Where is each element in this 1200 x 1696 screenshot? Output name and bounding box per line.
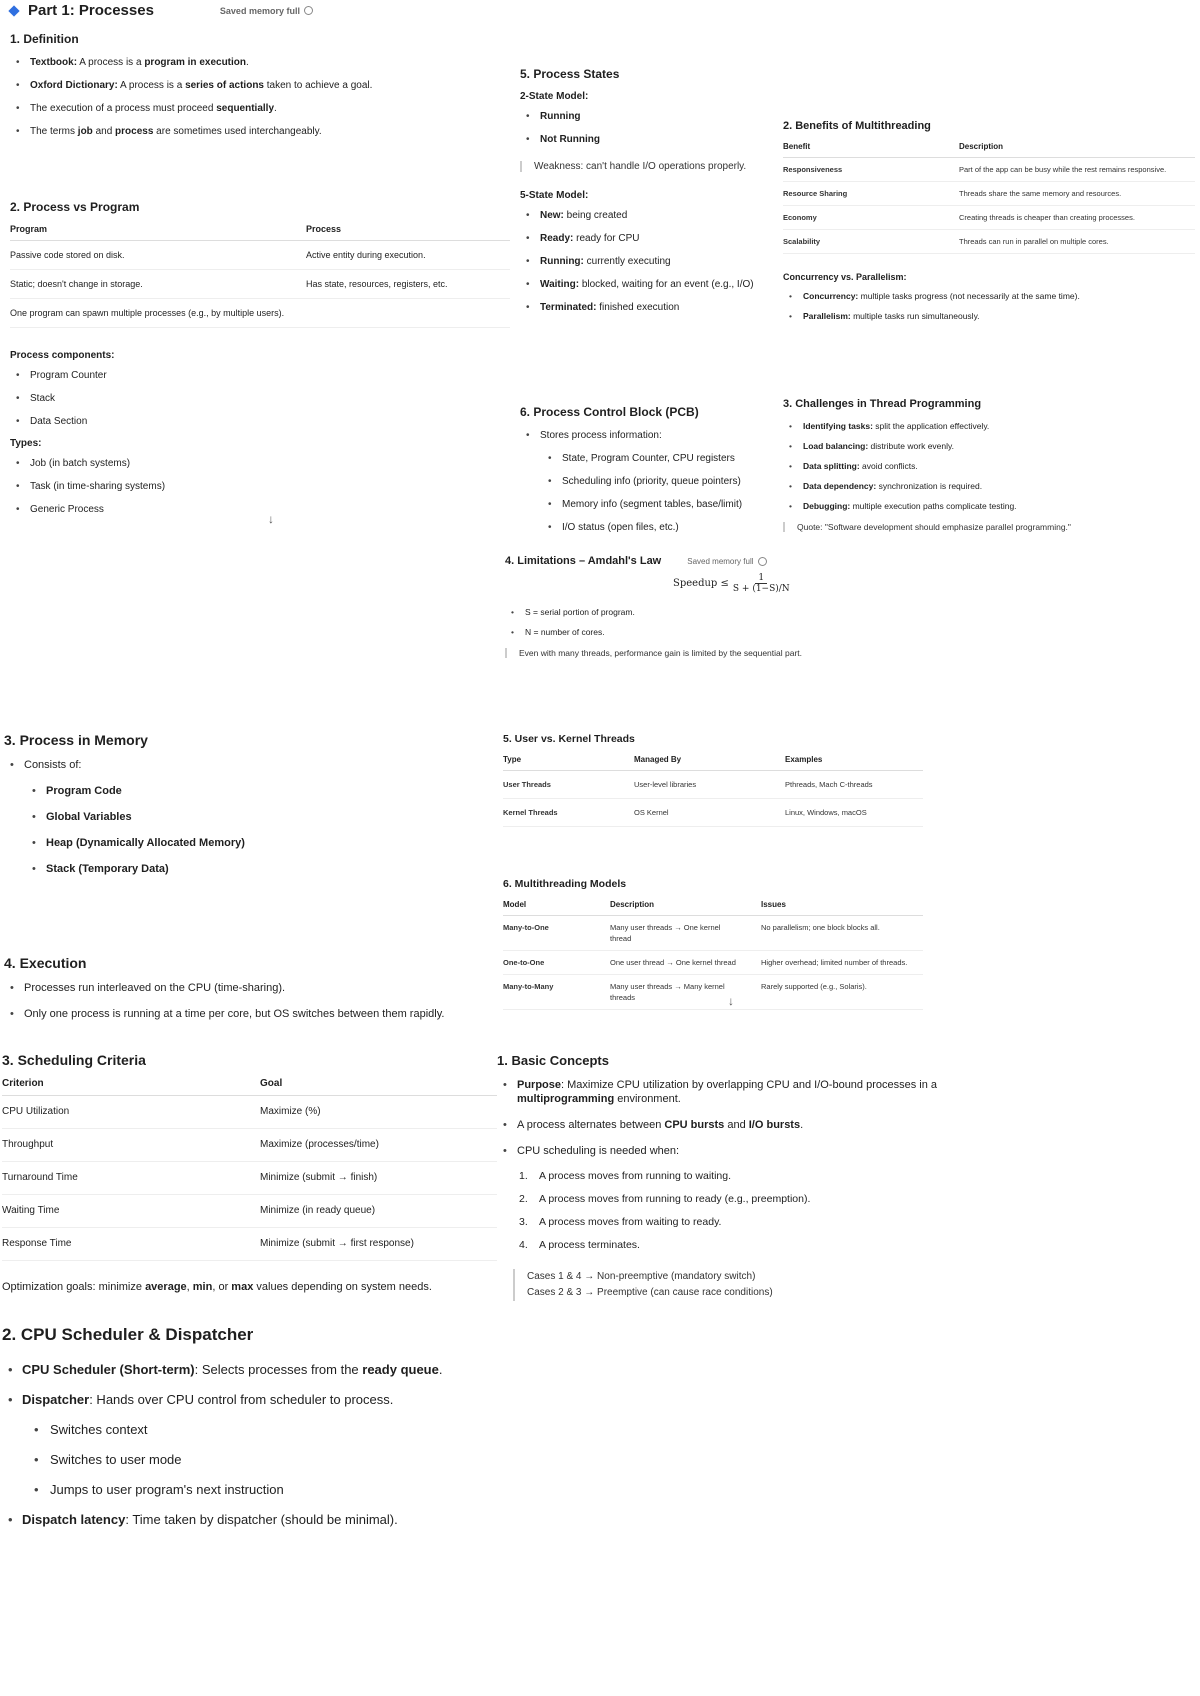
table-header: Benefit — [783, 142, 959, 158]
table-row: One-to-One One user thread → One kernel thread Higher overhead; limited number of threads. — [503, 951, 923, 975]
formula-fraction: $\frac{1}{S + (1-S)/N}$ — [732, 573, 790, 594]
pcb-title: 6. Process Control Block (PCB) — [520, 405, 699, 419]
dispatcher-title: 2. CPU Scheduler & Dispatcher — [2, 1325, 254, 1344]
list-item: • Switches to user mode — [2, 1451, 602, 1468]
list-item: • Load balancing: distribute work evenly. — [783, 440, 1195, 452]
list-item: • Processes run interleaved on the CPU (time-sharing). — [4, 981, 504, 995]
list-item: • Identifying tasks: split the application effectively. — [783, 420, 1195, 432]
basic-concepts-section — [497, 1053, 967, 1301]
list-item: 4. A process terminates. — [519, 1239, 640, 1251]
table-row: Responsiveness Part of the app can be busy while the rest remains responsive. — [783, 158, 1195, 182]
table-header: Description — [610, 900, 761, 916]
benefits-title: 2. Benefits of Multithreading — [783, 120, 931, 132]
amdahl-section — [505, 555, 845, 658]
sched-note: Optimization goals: minimize average, min, or max values depending on system needs. — [2, 1281, 432, 1293]
table-cell: Has state, resources, registers, etc. — [306, 270, 510, 299]
definition-title: 1. Definition — [10, 32, 79, 46]
scroll-down-icon[interactable]: ↓ — [268, 512, 274, 526]
process-memory-section — [4, 732, 484, 888]
table-header: Process — [306, 224, 510, 241]
list-item: • Generic Process — [10, 503, 510, 517]
challenges-title: 3. Challenges in Thread Programming — [783, 398, 982, 410]
definition-section — [10, 32, 480, 148]
list-item: 1. A process moves from running to waiting. — [519, 1170, 732, 1182]
list-item: • Debugging: multiple execution paths complicate testing. — [783, 500, 1195, 512]
list-item: • Jumps to user program's next instruction — [2, 1481, 602, 1498]
formula-lhs: Speedup ≤ — [673, 578, 729, 589]
table-row — [10, 270, 510, 299]
table-header: Description — [959, 142, 1195, 158]
table-cell: Passive code stored on disk. — [10, 241, 306, 270]
states-title: 5. Process States — [520, 67, 620, 81]
table-row: Economy Creating threads is cheaper than creating processes. — [783, 206, 1195, 230]
table-row — [10, 241, 510, 270]
cases-note-2: Cases 2 & 3 → Preemptive (can cause race conditions) — [527, 1287, 773, 1298]
sched-table — [2, 1078, 497, 1261]
list-item: • Textbook: A process is a program in execution. — [10, 56, 480, 70]
table-header: Type — [503, 755, 634, 771]
table-row: Resource Sharing Threads share the same memory and resources. — [783, 182, 1195, 206]
table-header: Model — [503, 900, 610, 916]
table-row: Turnaround Time Minimize (submit → finish) — [2, 1162, 497, 1195]
table-cell — [306, 299, 510, 328]
table-row: Scalability Threads can run in parallel on multiple cores. — [783, 230, 1195, 254]
cases-note-1: Cases 1 & 4 → Non-preemptive (mandatory switch) — [527, 1271, 756, 1282]
info-icon[interactable] — [758, 557, 767, 566]
basic-title: 1. Basic Concepts — [497, 1053, 609, 1068]
list-item: • Job (in batch systems) — [10, 457, 510, 471]
table-row: Many-to-One Many user threads → One kernel thread No parallelism; one block blocks all. — [503, 916, 923, 951]
list-item: • Waiting: blocked, waiting for an event (e.g., I/O) — [520, 278, 780, 292]
ukt-table — [503, 755, 923, 827]
cvp-title: Concurrency vs. Parallelism: — [783, 272, 907, 282]
table-row — [10, 299, 510, 328]
list-item: • Stores process information: — [520, 429, 780, 443]
pvp-table — [10, 224, 510, 328]
cases-note — [513, 1269, 967, 1301]
list-item: • Stack — [10, 392, 510, 406]
list-item: • Task (in time-sharing systems) — [10, 480, 510, 494]
page-title: Part 1: Processes — [28, 2, 154, 19]
amdahl-formula — [673, 573, 845, 594]
process-vs-program-section — [10, 200, 510, 526]
execution-section — [4, 955, 504, 1033]
multithreading-models-section — [503, 878, 923, 1010]
list-item: • Running — [520, 110, 780, 124]
diamond-icon — [8, 5, 19, 16]
table-row: Many-to-Many Many user threads → Many kernel threads Rarely supported (e.g., Solaris). — [503, 975, 923, 1010]
table-header: Issues — [761, 900, 923, 916]
list-item: • Oxford Dictionary: A process is a series of actions taken to achieve a goal. — [10, 79, 480, 93]
dispatcher-section — [2, 1325, 602, 1541]
memory-title: 3. Process in Memory — [4, 732, 148, 748]
table-cell: Static; doesn't change in storage. — [10, 270, 306, 299]
page-header — [8, 2, 428, 19]
list-item: • Data dependency: synchronization is required. — [783, 480, 1195, 492]
list-item: • New: being created — [520, 209, 780, 223]
table-cell: One program can spawn multiple processes (e.g., by multiple users). — [10, 299, 306, 328]
amdahl-note: Even with many threads, performance gain is limited by the sequential part. — [505, 648, 845, 658]
table-row: CPU Utilization Maximize (%) — [2, 1096, 497, 1129]
mtm-title: 6. Multithreading Models — [503, 878, 627, 890]
memory-badge-text: Saved memory full — [687, 556, 754, 566]
table-cell: Active entity during execution. — [306, 241, 510, 270]
list-item: • Not Running — [520, 133, 780, 147]
table-row: Kernel Threads OS Kernel Linux, Windows, macOS — [503, 799, 923, 827]
list-item: • Purpose: Maximize CPU utilization by overlapping CPU and I/O-bound processes in a multiprogramming environment. — [497, 1078, 967, 1106]
execution-title: 4. Execution — [4, 955, 87, 971]
list-item: • Terminated: finished execution — [520, 301, 780, 315]
list-item: • Memory info (segment tables, base/limit) — [520, 498, 780, 512]
scroll-down-icon[interactable]: ↓ — [728, 994, 734, 1008]
benefits-table — [783, 142, 1195, 254]
list-item: • Dispatch latency: Time taken by dispatcher (should be minimal). — [2, 1511, 602, 1528]
memory-badge — [220, 6, 313, 16]
table-row: Waiting Time Minimize (in ready queue) — [2, 1195, 497, 1228]
sched-title: 3. Scheduling Criteria — [2, 1052, 146, 1068]
list-item: • Consists of: — [4, 758, 484, 772]
five-state-title: 5-State Model: — [520, 190, 589, 201]
list-item: • State, Program Counter, CPU registers — [520, 452, 780, 466]
challenges-quote: Quote: "Software development should emphasize parallel programming." — [783, 522, 1195, 532]
list-item: • The execution of a process must proceed sequentially. — [10, 102, 480, 116]
scheduling-criteria-section — [2, 1052, 497, 1293]
list-item: • Heap (Dynamically Allocated Memory) — [4, 836, 484, 850]
list-item: • Ready: ready for CPU — [520, 232, 780, 246]
list-item: • The terms job and process are sometimes used interchangeably. — [10, 125, 480, 139]
ukt-title: 5. User vs. Kernel Threads — [503, 733, 635, 745]
list-item: • Concurrency: multiple tasks progress (not necessarily at the same time). — [783, 290, 1195, 302]
list-item: • CPU scheduling is needed when: — [497, 1144, 967, 1158]
list-item: 2. A process moves from running to ready (e.g., preemption). — [519, 1193, 811, 1205]
list-item: • A process alternates between CPU bursts and I/O bursts. — [497, 1118, 967, 1132]
weakness-note: Weakness: can't handle I/O operations properly. — [520, 161, 780, 172]
list-item: • Dispatcher: Hands over CPU control from scheduler to process. — [2, 1391, 602, 1408]
components-title: Process components: — [10, 350, 115, 361]
pcb-section — [520, 405, 780, 544]
list-item: • Only one process is running at a time per core, but OS switches between them rapidly. — [4, 1007, 504, 1021]
list-item: 3. A process moves from waiting to ready. — [519, 1216, 722, 1228]
list-item: • Switches context — [2, 1421, 602, 1438]
list-item: • Data Section — [10, 415, 510, 429]
memory-badge-text: Saved memory full — [219, 5, 300, 16]
user-kernel-section — [503, 733, 923, 827]
process-states-section — [520, 67, 780, 324]
list-item: • Parallelism: multiple tasks run simultaneously. — [783, 310, 1195, 322]
list-item: • N = number of cores. — [505, 626, 845, 638]
table-row: User Threads User-level libraries Pthreads, Mach C-threads — [503, 771, 923, 799]
list-item: • Global Variables — [4, 810, 484, 824]
list-item: • Scheduling info (priority, queue pointers) — [520, 475, 780, 489]
table-header: Criterion — [2, 1078, 260, 1096]
two-state-title: 2-State Model: — [520, 91, 589, 102]
challenges-section — [783, 398, 1195, 532]
types-title: Types: — [10, 438, 42, 449]
pvp-title: 2. Process vs Program — [10, 200, 140, 214]
table-header: Managed By — [634, 755, 785, 771]
table-row: Response Time Minimize (submit → first response) — [2, 1228, 497, 1261]
list-item: • I/O status (open files, etc.) — [520, 521, 780, 535]
amdahl-title: 4. Limitations – Amdahl's Law — [505, 555, 662, 567]
info-icon[interactable] — [304, 6, 313, 15]
list-item: • Program Code — [4, 784, 484, 798]
mtm-table — [503, 900, 923, 1010]
list-item: • S = serial portion of program. — [505, 606, 845, 618]
list-item: • Running: currently executing — [520, 255, 780, 269]
table-header: Program — [10, 224, 306, 241]
list-item: • Data splitting: avoid conflicts. — [783, 460, 1195, 472]
list-item: • Stack (Temporary Data) — [4, 862, 484, 876]
table-row: Throughput Maximize (processes/time) — [2, 1129, 497, 1162]
list-item: • CPU Scheduler (Short-term): Selects processes from the ready queue. — [2, 1361, 602, 1378]
list-item: • Program Counter — [10, 369, 510, 383]
table-header: Examples — [785, 755, 923, 771]
memory-badge — [687, 557, 766, 566]
benefits-section — [783, 120, 1195, 330]
table-header: Goal — [260, 1078, 497, 1096]
